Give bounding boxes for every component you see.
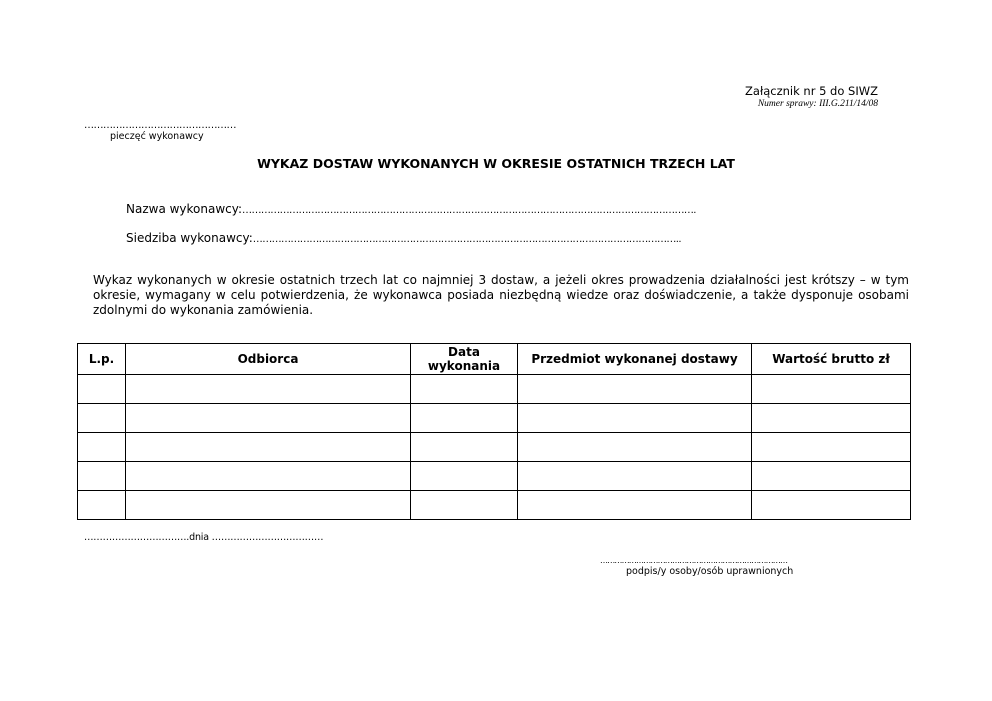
- table-body: [78, 375, 911, 520]
- signature-label: podpis/y osoby/osób uprawnionych: [626, 566, 794, 577]
- contractor-name-dots: ……………………………………………………………………………………………………………………………….: [242, 205, 696, 216]
- table-row: [78, 375, 911, 404]
- table-cell[interactable]: [126, 404, 411, 433]
- table-cell[interactable]: [752, 404, 911, 433]
- description-paragraph: Wykaz wykonanych w okresie ostatnich trzech lat co najmniej 3 dostaw, a jeżeli okres prowadzenia działalności jest krótszy – w tym okresie, wymagany w celu potwierdzenia, że wykonawca posiada niezbędną wiedze oraz doświadczenie, a także dysponuje osobami zdolnymi do wykonania zamówienia.: [93, 273, 909, 317]
- contractor-name-field: [126, 202, 696, 216]
- table-row: [78, 404, 911, 433]
- table-cell[interactable]: [752, 375, 911, 404]
- contractor-name-label: Nazwa wykonawcy:: [126, 202, 243, 216]
- table-cell[interactable]: [126, 491, 411, 520]
- table-cell[interactable]: [126, 433, 411, 462]
- table-cell[interactable]: [78, 404, 126, 433]
- contractor-seat-field: [126, 231, 681, 245]
- signature-dotted-line: ……………………………………………………………………: [600, 556, 788, 565]
- table-row: [78, 491, 911, 520]
- table-cell[interactable]: [78, 375, 126, 404]
- contractor-seat-dots: ………………………………………………………………………………………………………………………..: [252, 234, 681, 245]
- date-line: …………………………….dnia ………………………………: [84, 532, 324, 543]
- case-number: Numer sprawy: III.G.211/14/08: [757, 99, 878, 109]
- table-cell[interactable]: [518, 462, 752, 491]
- table-cell[interactable]: [752, 433, 911, 462]
- table-cell[interactable]: [752, 462, 911, 491]
- table-cell[interactable]: [78, 491, 126, 520]
- table-cell[interactable]: [411, 491, 518, 520]
- contractor-seat-label: Siedziba wykonawcy:: [126, 231, 253, 245]
- table-cell[interactable]: [752, 491, 911, 520]
- header-lp: L.p.: [78, 344, 126, 375]
- table-cell[interactable]: [518, 491, 752, 520]
- table-cell[interactable]: [126, 375, 411, 404]
- table-cell[interactable]: [78, 433, 126, 462]
- table-header-row: [78, 344, 911, 375]
- table-cell[interactable]: [518, 375, 752, 404]
- table-cell[interactable]: [518, 433, 752, 462]
- table-cell[interactable]: [411, 462, 518, 491]
- header-recipient: Odbiorca: [126, 344, 411, 375]
- table-row: [78, 433, 911, 462]
- annex-label: Załącznik nr 5 do SIWZ: [745, 84, 878, 98]
- stamp-label: pieczęć wykonawcy: [110, 131, 204, 142]
- header-date: Data wykonania: [411, 344, 518, 375]
- header-value: Wartość brutto zł: [752, 344, 911, 375]
- table-cell[interactable]: [411, 433, 518, 462]
- header-subject: Przedmiot wykonanej dostawy: [518, 344, 752, 375]
- table-cell[interactable]: [411, 375, 518, 404]
- table-cell[interactable]: [78, 462, 126, 491]
- table-row: [78, 462, 911, 491]
- table-cell[interactable]: [126, 462, 411, 491]
- document-title: WYKAZ DOSTAW WYKONANYCH W OKRESIE OSTATNICH TRZECH LAT: [257, 156, 735, 171]
- stamp-dotted-line: …………………………………………: [84, 120, 236, 131]
- table-cell[interactable]: [518, 404, 752, 433]
- table-cell[interactable]: [411, 404, 518, 433]
- deliveries-table: [77, 343, 911, 520]
